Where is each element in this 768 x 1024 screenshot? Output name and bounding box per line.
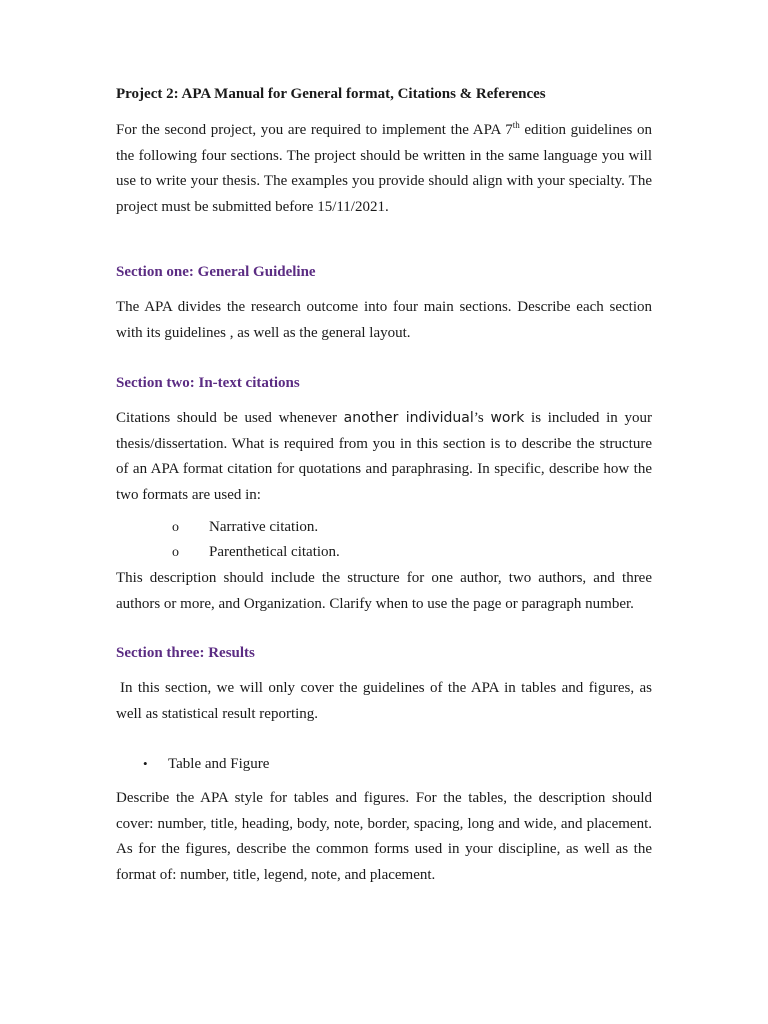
list-item-narrative [172, 519, 318, 536]
section-two-text-3: is included in your thesis/dissertation. What is required from you in this section is to describe the structure of an APA format citation for quotations and paraphrasing. In specific, describe how the two formats are used in: [116, 410, 652, 503]
list-item-label: Parenthetical citation. [209, 544, 340, 560]
section-two-body-after: This description should include the structure for one author, two authors, and three authors or more, and Organization. Clarify when to use the page or paragraph number. [116, 570, 652, 612]
section-two-sans-text-1: another individual [343, 410, 474, 426]
section-two-text-1: Citations should be used whenever [116, 410, 344, 426]
bullet-marker: • [143, 756, 148, 771]
section-three-body-2: Describe the APA style for tables and figures. For the tables, the description should cover: number, title, heading, body, note, border, spacing, long and wide, and placement. As for the figures, describe the common forms used in your discipline, as well as the format of: number, title, legend, note, and placement. [116, 790, 652, 883]
section-two-heading: Section two: In-text citations [116, 375, 300, 391]
intro-superscript: th [512, 120, 520, 130]
list-marker: o [172, 520, 179, 535]
list-marker: o [172, 545, 179, 560]
list-item-parenthetical [172, 544, 340, 561]
bullet-item-table-figure [143, 756, 269, 773]
section-two-sans-text-2: work [490, 410, 525, 426]
section-one-heading: Section one: General Guideline [116, 264, 316, 280]
section-three-body: In this section, we will only cover the guidelines of the APA in tables and figures, as well as statistical result reporting. [116, 680, 652, 722]
section-two-text-2: ’s [473, 410, 491, 426]
section-two-body [116, 406, 652, 508]
intro-text-2: edition guidelines on the following four sections. The project should be written in the same language you will use to write your thesis. The examples you provide should align with your specialty. The project must be submitted before 15/11/2021. [116, 122, 652, 215]
document-title: Project 2: APA Manual for General format, Citations & References [116, 86, 546, 102]
list-item-label: Narrative citation. [209, 519, 319, 535]
section-three-heading: Section three: Results [116, 645, 255, 661]
intro-text-1: For the second project, you are required to implement the APA 7 [116, 122, 513, 138]
intro-paragraph [116, 118, 652, 220]
section-one-body: The APA divides the research outcome into four main sections. Describe each section with its guidelines , as well as the general layout. [116, 299, 652, 341]
bullet-item-label: Table and Figure [168, 756, 270, 772]
